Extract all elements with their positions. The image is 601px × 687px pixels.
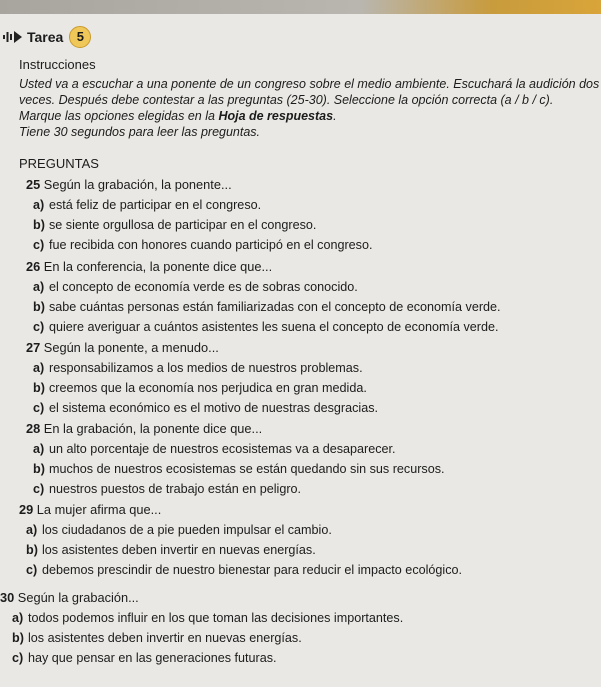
option-letter: b) <box>33 462 45 476</box>
option-letter: c) <box>12 651 24 665</box>
answer-sheet-reference: Hoja de respuestas <box>218 109 334 123</box>
option-letter: a) <box>12 611 24 625</box>
option-letter: b) <box>33 381 45 395</box>
option-text: los asistentes deben invertir en nuevas energías. <box>42 543 316 557</box>
instruction-line-2: veces. Después debe contestar a las preguntas (25-30). Seleccione la opción correcta (a / b / c). <box>19 93 554 107</box>
question-number: 30 <box>0 590 15 605</box>
answer-option-30-b[interactable] <box>12 631 302 645</box>
option-text: muchos de nuestros ecosistemas se están quedando sin sus recursos. <box>49 462 445 476</box>
audio-icon[interactable] <box>2 28 24 46</box>
option-text: el concepto de economía verde es de sobras conocido. <box>49 280 358 294</box>
answer-option-29-b[interactable] <box>26 543 316 557</box>
answer-option-25-a[interactable] <box>33 198 261 212</box>
option-text: sabe cuántas personas están familiarizadas con el concepto de economía verde. <box>49 300 501 314</box>
question-text: La mujer afirma que... <box>36 502 162 517</box>
option-letter: c) <box>33 238 45 252</box>
option-text: nuestros puestos de trabajo están en peligro. <box>49 482 302 496</box>
option-letter: b) <box>33 300 45 314</box>
question-26 <box>26 259 272 274</box>
answer-option-27-c[interactable] <box>33 401 378 415</box>
option-text: los asistentes deben invertir en nuevas energías. <box>28 631 302 645</box>
task-title: Tarea <box>27 29 64 45</box>
answer-option-29-c[interactable] <box>26 563 462 577</box>
question-text: Según la grabación, la ponente... <box>43 177 232 192</box>
option-text: está feliz de participar en el congreso. <box>49 198 262 212</box>
instruction-line-3: Marque las opciones elegidas en la Hoja de respuestas. <box>19 109 337 123</box>
question-text: En la grabación, la ponente dice que... <box>43 421 263 436</box>
option-letter: a) <box>33 198 45 212</box>
option-letter: b) <box>26 543 38 557</box>
option-text: creemos que la economía nos perjudica en gran medida. <box>49 381 367 395</box>
option-text: todos podemos influir en los que toman las decisiones importantes. <box>28 611 404 625</box>
answer-option-28-b[interactable] <box>33 462 445 476</box>
option-letter: b) <box>12 631 24 645</box>
answer-option-30-a[interactable] <box>12 611 403 625</box>
answer-option-27-a[interactable] <box>33 361 363 375</box>
option-text: el sistema económico es el motivo de nuestras desgracias. <box>49 401 378 415</box>
option-text: se siente orgullosa de participar en el congreso. <box>49 218 317 232</box>
question-number: 29 <box>19 502 34 517</box>
answer-option-29-a[interactable] <box>26 523 332 537</box>
top-color-band <box>0 0 601 14</box>
option-letter: b) <box>33 218 45 232</box>
question-text: Según la grabación... <box>17 590 139 605</box>
answer-option-26-a[interactable] <box>33 280 358 294</box>
question-27 <box>26 340 219 355</box>
question-25 <box>26 177 232 192</box>
questions-heading: PREGUNTAS <box>19 156 99 171</box>
question-text: Según la ponente, a menudo... <box>43 340 219 355</box>
option-letter: a) <box>33 361 45 375</box>
question-number: 26 <box>26 259 41 274</box>
task-number-badge: 5 <box>69 26 91 48</box>
task-header <box>2 26 91 48</box>
option-letter: a) <box>33 442 45 456</box>
option-letter: a) <box>33 280 45 294</box>
option-text: los ciudadanos de a pie pueden impulsar el cambio. <box>42 523 332 537</box>
answer-option-28-c[interactable] <box>33 482 301 496</box>
option-text: debemos prescindir de nuestro bienestar para reducir el impacto ecológico. <box>42 563 463 577</box>
option-text: fue recibida con honores cuando participó en el congreso. <box>49 238 373 252</box>
answer-option-26-c[interactable] <box>33 320 498 334</box>
answer-option-30-c[interactable] <box>12 651 277 665</box>
option-text: un alto porcentaje de nuestros ecosistemas va a desaparecer. <box>49 442 396 456</box>
answer-option-25-b[interactable] <box>33 218 316 232</box>
question-number: 28 <box>26 421 41 436</box>
option-text: quiere averiguar a cuántos asistentes les suena el concepto de economía verde. <box>49 320 499 334</box>
question-text: En la conferencia, la ponente dice que... <box>43 259 273 274</box>
option-text: responsabilizamos a los medios de nuestros problemas. <box>49 361 363 375</box>
instruction-line-4: Tiene 30 segundos para leer las preguntas. <box>19 125 261 139</box>
question-29 <box>19 502 161 517</box>
question-number: 25 <box>26 177 41 192</box>
answer-option-26-b[interactable] <box>33 300 501 314</box>
option-letter: c) <box>26 563 38 577</box>
option-letter: c) <box>33 320 45 334</box>
question-28 <box>26 421 262 436</box>
option-letter: c) <box>33 482 45 496</box>
answer-option-28-a[interactable] <box>33 442 396 456</box>
option-letter: c) <box>33 401 45 415</box>
question-30 <box>0 590 139 605</box>
option-letter: a) <box>26 523 38 537</box>
instruction-line-1: Usted va a escuchar a una ponente de un congreso sobre el medio ambiente. Escuchará la audición dos <box>19 77 600 91</box>
instructions-heading: Instrucciones <box>19 57 96 72</box>
question-number: 27 <box>26 340 41 355</box>
option-text: hay que pensar en las generaciones futuras. <box>28 651 277 665</box>
answer-option-25-c[interactable] <box>33 238 372 252</box>
answer-option-27-b[interactable] <box>33 381 367 395</box>
